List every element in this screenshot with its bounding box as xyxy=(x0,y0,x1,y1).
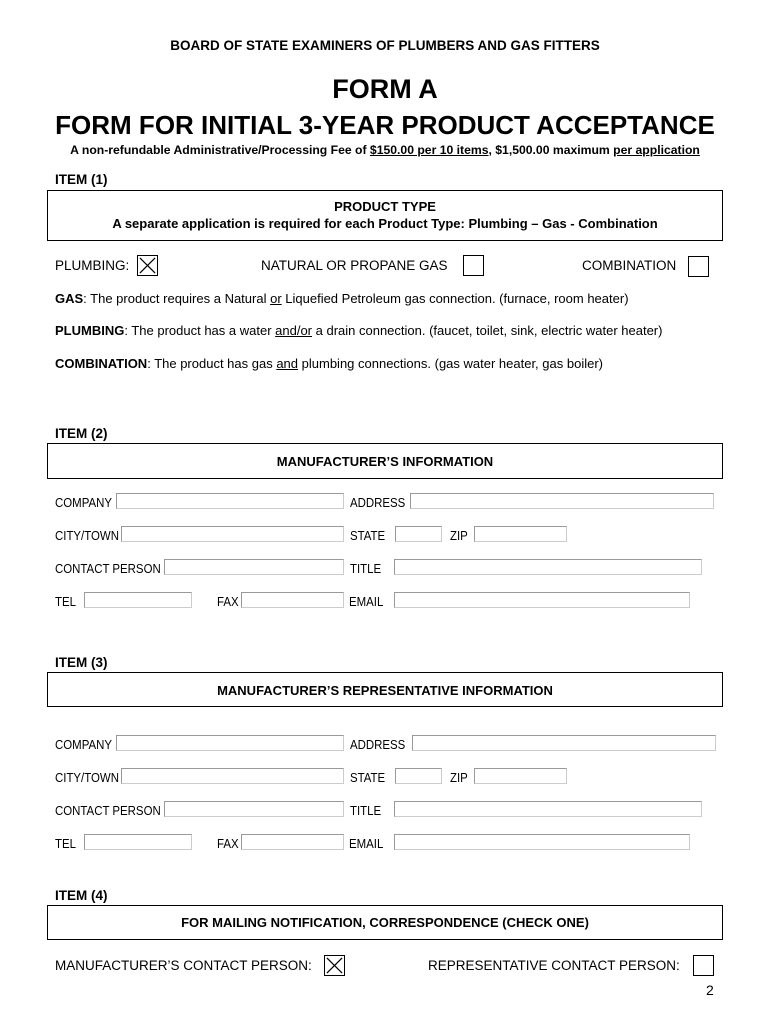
manufacturer-contact-label: MANUFACTURER’S CONTACT PERSON: xyxy=(55,958,312,973)
fee-line xyxy=(0,143,770,157)
manufacturer-info-box xyxy=(47,443,723,479)
r-tel-input[interactable] xyxy=(84,834,192,850)
fee-suffix: per application xyxy=(613,143,700,157)
plumbing-term: PLUMBING xyxy=(55,323,125,338)
combination-checkbox[interactable] xyxy=(688,256,709,277)
combination-term: COMBINATION xyxy=(55,356,148,371)
combination-label: COMBINATION xyxy=(582,258,677,273)
r-city-input[interactable] xyxy=(121,768,344,784)
mailing-title: FOR MAILING NOTIFICATION, CORRESPONDENCE (CHECK ONE) xyxy=(181,915,589,930)
r-state-input[interactable] xyxy=(395,768,442,784)
m-fax-label: FAX xyxy=(217,594,239,609)
fee-middle: , $1,500.00 maximum xyxy=(488,143,614,157)
form-letter: FORM A xyxy=(332,74,438,104)
product-type-title: PRODUCT TYPE xyxy=(334,199,436,214)
gas-desc-a: : The product requires a Natural xyxy=(83,291,271,306)
m-state-label: STATE xyxy=(350,528,386,543)
r-title-input[interactable] xyxy=(394,801,702,817)
r-zip-input[interactable] xyxy=(474,768,567,784)
m-tel-input[interactable] xyxy=(84,592,192,608)
m-tel-label: TEL xyxy=(55,594,76,609)
m-state-input[interactable] xyxy=(395,526,442,542)
r-company-input[interactable] xyxy=(116,735,344,751)
plumbing-desc-b: a drain connection. (faucet, toilet, sink, electric water heater) xyxy=(312,323,663,338)
form-title: FORM FOR INITIAL 3-YEAR PRODUCT ACCEPTANCE xyxy=(55,110,715,140)
m-contact-input[interactable] xyxy=(164,559,344,575)
combination-desc-a: : The product has gas xyxy=(147,356,277,371)
representative-info-title: MANUFACTURER’S REPRESENTATIVE INFORMATION xyxy=(217,683,553,698)
combination-desc-underline: and xyxy=(276,356,299,371)
m-city-label: CITY/TOWN xyxy=(55,528,119,543)
manufacturer-info-title: MANUFACTURER’S INFORMATION xyxy=(276,454,494,469)
plumbing-checkbox[interactable] xyxy=(137,255,158,276)
m-address-label: ADDRESS xyxy=(350,495,406,510)
product-type-subtitle: A separate application is required for each Product Type: Plumbing – Gas - Combination xyxy=(112,216,658,231)
r-contact-label: CONTACT PERSON xyxy=(55,803,161,818)
gas-description xyxy=(55,291,629,306)
r-fax-input[interactable] xyxy=(241,834,344,850)
m-email-label: EMAIL xyxy=(349,594,384,609)
item1-heading: ITEM (1) xyxy=(55,172,108,187)
m-fax-input[interactable] xyxy=(241,592,344,608)
plumbing-description xyxy=(55,323,662,338)
m-email-input[interactable] xyxy=(394,592,690,608)
plumbing-desc-a: : The product has a water xyxy=(124,323,276,338)
checkmark-x-icon xyxy=(138,256,157,275)
m-contact-label: CONTACT PERSON xyxy=(55,561,161,576)
page-number: 2 xyxy=(706,982,714,998)
m-zip-label: ZIP xyxy=(450,528,468,543)
r-email-label: EMAIL xyxy=(349,836,384,851)
checkmark-x-icon xyxy=(325,956,344,975)
r-city-label: CITY/TOWN xyxy=(55,770,119,785)
gas-desc-b: Liquefied Petroleum gas connection. (furnace, room heater) xyxy=(281,291,629,306)
mailing-box xyxy=(47,905,723,940)
board-header: BOARD OF STATE EXAMINERS OF PLUMBERS AND GAS FITTERS xyxy=(170,38,600,53)
product-type-box xyxy=(47,190,723,241)
m-address-input[interactable] xyxy=(410,493,714,509)
gas-label: NATURAL OR PROPANE GAS xyxy=(261,258,448,273)
m-city-input[interactable] xyxy=(121,526,344,542)
m-company-label: COMPANY xyxy=(55,495,112,510)
item4-heading: ITEM (4) xyxy=(55,888,108,903)
gas-checkbox[interactable] xyxy=(463,255,484,276)
gas-term: GAS xyxy=(55,291,84,306)
fee-prefix: A non-refundable Administrative/Processing Fee of xyxy=(70,143,370,157)
r-title-label: TITLE xyxy=(350,803,382,818)
r-tel-label: TEL xyxy=(55,836,76,851)
r-email-input[interactable] xyxy=(394,834,690,850)
item2-heading: ITEM (2) xyxy=(55,426,108,441)
m-title-label: TITLE xyxy=(350,561,382,576)
m-title-input[interactable] xyxy=(394,559,702,575)
fee-amount: $150.00 per 10 items xyxy=(369,143,489,157)
combination-desc-b: plumbing connections. (gas water heater, gas boiler) xyxy=(298,356,603,371)
m-zip-input[interactable] xyxy=(474,526,567,542)
combination-description xyxy=(55,356,603,371)
r-zip-label: ZIP xyxy=(450,770,468,785)
r-company-label: COMPANY xyxy=(55,737,112,752)
representative-contact-label: REPRESENTATIVE CONTACT PERSON: xyxy=(428,958,680,973)
plumbing-label: PLUMBING: xyxy=(55,258,130,273)
r-address-input[interactable] xyxy=(412,735,716,751)
plumbing-desc-underline: and/or xyxy=(275,323,313,338)
m-company-input[interactable] xyxy=(116,493,344,509)
item3-heading: ITEM (3) xyxy=(55,655,108,670)
r-address-label: ADDRESS xyxy=(350,737,406,752)
manufacturer-contact-checkbox[interactable] xyxy=(324,955,345,976)
representative-info-box xyxy=(47,672,723,707)
representative-contact-checkbox[interactable] xyxy=(693,955,714,976)
r-state-label: STATE xyxy=(350,770,386,785)
gas-desc-underline: or xyxy=(270,291,282,306)
r-fax-label: FAX xyxy=(217,836,239,851)
r-contact-input[interactable] xyxy=(164,801,344,817)
